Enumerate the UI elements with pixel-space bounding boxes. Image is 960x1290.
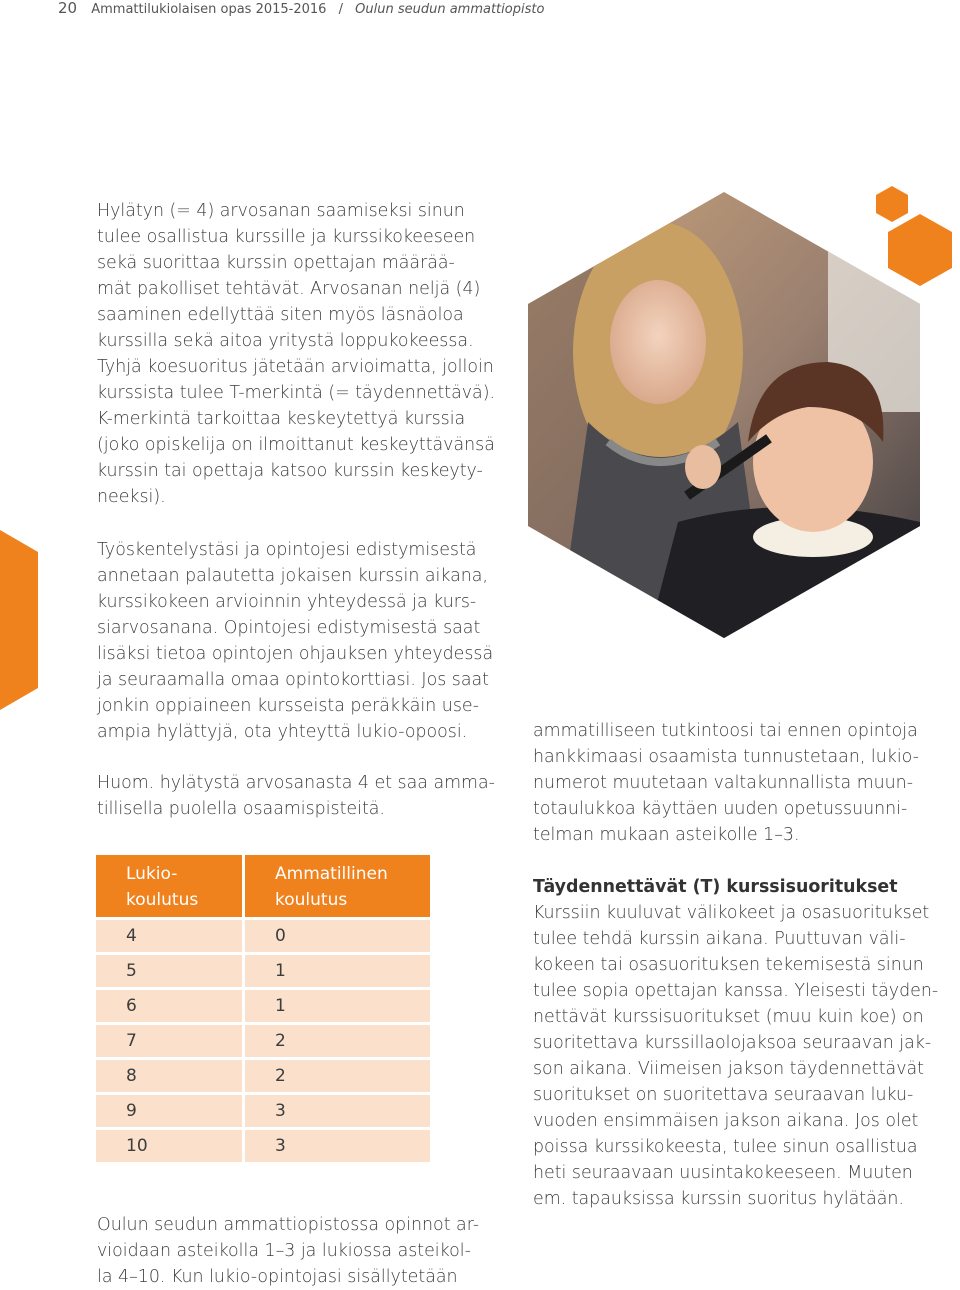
table-cell: 0	[245, 917, 430, 952]
table-cell: 6	[96, 987, 245, 1022]
text-line: tulee tehdä kurssin aikana. Puuttuvan väli-	[533, 929, 906, 949]
conversion-paragraph	[533, 718, 919, 848]
text-line: kurssin tai opettaja katsoo kurssin keskeyty-	[97, 461, 483, 481]
grade-conversion-table	[96, 855, 430, 1162]
text-line: hankkimaasi osaamista tunnustetaan, lukio-	[533, 747, 919, 767]
table-row	[96, 1057, 430, 1092]
text-line: Tyhjä koesuoritus jätetään arvioimatta, jolloin	[97, 357, 494, 377]
text-line: saaminen edellyttää siten myös läsnäoloa	[97, 305, 464, 325]
header-separator: /	[338, 2, 343, 17]
text-line: tulee osallistua kurssille ja kurssikokeeseen	[97, 227, 476, 247]
table-cell: 9	[96, 1092, 245, 1127]
table-row	[96, 1127, 430, 1162]
text-line: heti seuraavaan uusintakokeeseen. Muuten	[533, 1163, 913, 1183]
text-line: totaulukkoa käyttäen uuden opetussuunni-	[533, 799, 908, 819]
column-header-ammatillinen: Ammatillinen koulutus	[245, 855, 430, 917]
text-line: annetaan palautetta jokaisen kurssin aikana,	[97, 566, 488, 586]
text-line: poissa kurssikokeesta, tulee sinun osallistua	[533, 1137, 918, 1157]
table-header-row	[96, 855, 430, 917]
text-line: kokeen tai osasuorituksen tekemisestä sinun	[533, 955, 924, 975]
table-cell: 10	[96, 1127, 245, 1162]
text-line: neeksi).	[97, 487, 166, 507]
hairdresser-photo	[528, 192, 920, 638]
feedback-paragraph	[97, 537, 493, 745]
supplementary-section	[533, 874, 938, 1212]
text-line: Oulun seudun ammattiopistossa opinnot ar-	[97, 1215, 480, 1235]
school-name: Oulun seudun ammattiopisto	[355, 2, 545, 17]
text-line: Hylätyn (= 4) arvosanan saamiseksi sinun	[97, 201, 465, 221]
text-line: em. tapauksissa kurssin suoritus hylätään.	[533, 1189, 904, 1209]
text-line: mät pakolliset tehtävät. Arvosanan neljä (4)	[97, 279, 481, 299]
table-cell: 2	[245, 1022, 430, 1057]
table-row	[96, 917, 430, 952]
table-cell: 8	[96, 1057, 245, 1092]
text-line: telman mukaan asteikolle 1–3.	[533, 825, 800, 845]
text-line: Työskentelystäsi ja opintojesi edistymisestä	[97, 540, 477, 560]
text-line: K-merkintä tarkoittaa keskeytettyä kurssia	[97, 409, 466, 429]
page-header	[58, 0, 544, 20]
orange-hexagon-medium	[888, 214, 952, 286]
table-cell: 3	[245, 1092, 430, 1127]
page-number: 20	[58, 0, 78, 17]
text-line: numerot muutetaan valtakunnallista muun-	[533, 773, 913, 793]
text-line: kurssista tulee T-merkintä (= täydennettävä).	[97, 383, 496, 403]
text-line: la 4–10. Kun lukio-opintojasi sisällytetään	[97, 1267, 458, 1287]
text-line: ammatilliseen tutkintoosi tai ennen opintoja	[533, 721, 918, 741]
text-line: kurssilla sekä aitoa yritystä loppukokeessa.	[97, 331, 474, 351]
text-line: (joko opiskelija on ilmoittanut keskeyttävänsä	[97, 435, 495, 455]
table-cell: 2	[245, 1057, 430, 1092]
text-line: nettävät kurssisuoritukset (muu kuin koe) on	[533, 1007, 924, 1027]
guide-title: Ammattilukiolaisen opas 2015-2016	[91, 2, 327, 17]
text-line: suoritettava kurssillaolojaksoa seuraavan jak-	[533, 1033, 932, 1053]
text-line: tulee sopia opettajan kanssa. Yleisesti täyden-	[533, 981, 939, 1001]
table-cell: 1	[245, 952, 430, 987]
column-header-lukio: Lukio- koulutus	[96, 855, 245, 917]
table-row	[96, 1022, 430, 1057]
text-line: vuoden ensimmäisen jakson aikana. Jos olet	[533, 1111, 919, 1131]
text-line: ampia hylättyjä, ota yhteyttä lukio-opoosi.	[97, 722, 468, 742]
text-line: vioidaan asteikolla 1–3 ja lukiossa asteikol-	[97, 1241, 471, 1261]
text-line: tillisella puolella osaamispisteitä.	[97, 799, 385, 819]
note-paragraph	[97, 770, 495, 822]
text-line: Huom. hylätystä arvosanasta 4 et saa amma-	[97, 773, 495, 793]
table-row	[96, 987, 430, 1022]
table-cell: 7	[96, 1022, 245, 1057]
table-cell: 3	[245, 1127, 430, 1162]
orange-side-hexagon-decoration	[0, 530, 40, 710]
text-line: suoritukset on suoritettava seuraavan luku-	[533, 1085, 914, 1105]
text-line: jonkin oppiaineen kursseista peräkkäin use-	[97, 696, 479, 716]
failed-grade-paragraph	[97, 198, 495, 510]
text-line: son aikana. Viimeisen jakson täydennettävät	[533, 1059, 924, 1079]
scale-paragraph	[97, 1212, 479, 1290]
text-line: Kurssiin kuuluvat välikokeet ja osasuoritukset	[533, 903, 930, 923]
table-cell: 5	[96, 952, 245, 987]
section-heading: Täydennettävät (T) kurssisuoritukset	[533, 877, 898, 897]
text-line: sekä suorittaa kurssin opettajan määrää-	[97, 253, 455, 273]
table-row	[96, 1092, 430, 1127]
table-cell: 1	[245, 987, 430, 1022]
text-line: siarvosanana. Opintojesi edistymisestä saat	[97, 618, 481, 638]
text-line: lisäksi tietoa opintojen ohjauksen yhteydessä	[97, 644, 494, 664]
text-line: ja seuraamalla omaa opintokorttiasi. Jos saat	[97, 670, 489, 690]
table-row	[96, 952, 430, 987]
table-cell: 4	[96, 917, 245, 952]
text-line: kurssikokeen arvioinnin yhteydessä ja kurs-	[97, 592, 477, 612]
